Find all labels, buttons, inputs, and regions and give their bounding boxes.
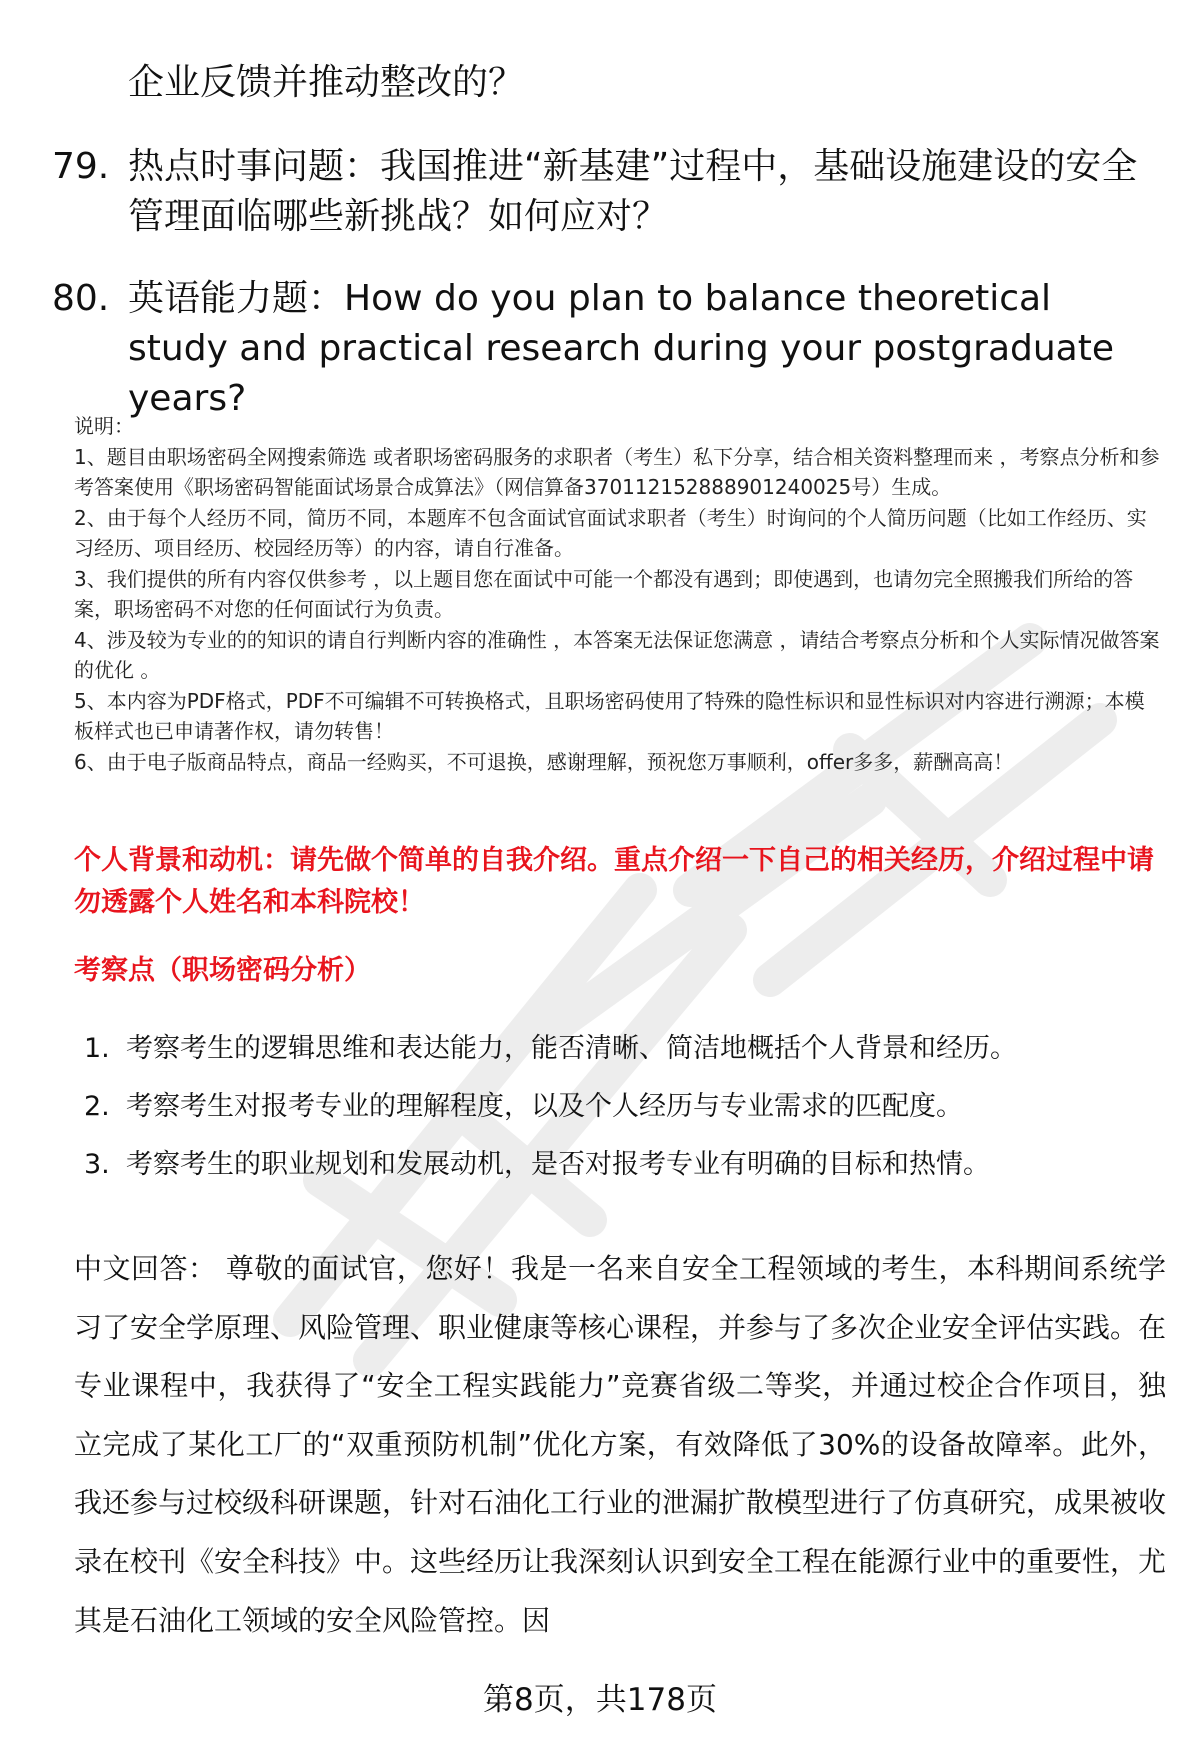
point-number: 2. — [84, 1091, 110, 1122]
question-78-continuation — [52, 58, 1162, 108]
question-80-text: 英语能力题：How do you plan to balance theoretical study and practical research during your postgraduate years? — [128, 278, 1114, 419]
note-item: 3、我们提供的所有内容仅供参考 ，以上题目您在面试中可能一个都没有遇到；即使遇到，也请勿完全照搬我们所给的答案，职场密码不对您的任何面试行为负责。 — [74, 567, 1134, 621]
note-item: 2、由于每个人经历不同，简历不同，本题库不包含面试官面试求职者（考生）时询问的个人简历问题（比如工作经历、实习经历、项目经历、校园经历等）的内容，请自行准备。 — [74, 506, 1147, 560]
note-item: 6、由于电子版商品特点，商品一经购买，不可退换，感谢理解，预祝您万事顺利，offer多多，薪酬高高！ — [74, 750, 1014, 774]
analysis-title: 考察点（职场密码分析） — [74, 955, 371, 986]
point-number: 1. — [84, 1033, 110, 1064]
point-text: 考察考生对报考专业的理解程度，以及个人经历与专业需求的匹配度。 — [126, 1091, 963, 1122]
note-item: 5、本内容为PDF格式，PDF不可编辑不可转换格式，且职场密码使用了特殊的隐性标识和显性标识对内容进行溯源；本模板样式也已申请著作权，请勿转售！ — [74, 689, 1145, 743]
point-number: 3. — [84, 1149, 110, 1180]
answer-paragraph: 中文回答： 尊敬的面试官，您好！我是一名来自安全工程领域的考生，本科期间系统学习了安全学原理、风险管理、职业健康等核心课程，并参与了多次企业安全评估实践。在专业课程中，我获得了“安全工程实践能力”竞赛省级二等奖，并通过校企合作项目，独立完成了某化工厂的“双重预防机制”优化方案，有效降低了30%的设备故障率。此外，我还参与过校级科研课题，针对石油化工行业的泄漏扩散模型进行了仿真研究，成果被收录在校刊《安全科技》中。这些经历让我深刻认识到安全工程在能源行业中的重要性，尤其是石油化工领域的安全风险管控。因 — [74, 1252, 1167, 1637]
point-text: 考察考生的逻辑思维和表达能力，能否清晰、简洁地概括个人背景和经历。 — [126, 1033, 1017, 1064]
note-item: 1、题目由职场密码全网搜索筛选 或者职场密码服务的求职者（考生）私下分享，结合相关资料整理而来 ，考察点分析和参考答案使用《职场密码智能面试场景合成算法》（网信算备370112152888901240025号）生成。 — [74, 445, 1160, 499]
question-80-number: 80. — [52, 278, 110, 319]
notes-block — [74, 411, 1164, 778]
list-item — [84, 1144, 1164, 1202]
question-79 — [52, 142, 1162, 242]
note-item: 4、涉及较为专业的的知识的请自行判断内容的准确性 ，本答案无法保证您满意 ，请结合考察点分析和个人实际情况做答案的优化 。 — [74, 628, 1160, 682]
analysis-points — [84, 1028, 1164, 1202]
list-item — [84, 1028, 1164, 1086]
question-79-text: 热点时事问题：我国推进“新基建”过程中，基础设施建设的安全管理面临哪些新挑战？如何应对？ — [128, 146, 1138, 237]
point-text: 考察考生的职业规划和发展动机，是否对报考专业有明确的目标和热情。 — [126, 1149, 990, 1180]
page-number: 第8页，共178页 — [483, 1682, 717, 1718]
question-80 — [52, 274, 1162, 424]
section-title: 个人背景和动机：请先做个简单的自我介绍。重点介绍一下自己的相关经历，介绍过程中请勿透露个人姓名和本科院校！ — [74, 845, 1154, 918]
notes-heading: 说明： — [74, 414, 134, 438]
question-79-number: 79. — [52, 146, 110, 187]
list-item — [84, 1086, 1164, 1144]
question-78-text: 企业反馈并推动整改的？ — [128, 62, 525, 103]
